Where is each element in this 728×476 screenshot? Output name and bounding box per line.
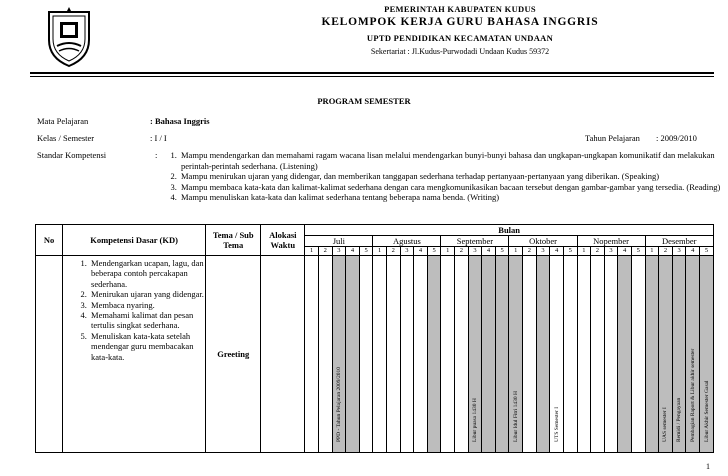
week-number-cell: 4	[686, 247, 700, 256]
kd-item: 3. Membaca nyaring.	[89, 300, 205, 310]
header-unit-name: UPTD PENDIDIKAN KECAMATAN UNDAAN	[366, 33, 554, 43]
competency-standard-item: 3. Mampu membaca kata-kata dan kalimat-kalimat sederhana dengan cara mengkomunikasikan bacaan tersebut dengan gambar-gambar yang tersedia. (Reading)	[179, 182, 727, 193]
schedule-note-wrapper	[659, 256, 672, 452]
schedule-note-text: UTS Semester I	[553, 406, 560, 442]
subject-value: : Bahasa Inggris	[150, 116, 210, 126]
kd-item: 1. Mendengarkan ucapan, lagu, dan beberapa contoh percakapan sederhana.	[89, 258, 205, 289]
week-number-cell: 2	[659, 247, 673, 256]
week-schedule-cell	[373, 256, 387, 453]
schedule-note-text: Pembagian Raport & Libur akhir semester	[689, 348, 696, 442]
week-number-cell: 3	[604, 247, 618, 256]
week-schedule-cell	[563, 256, 577, 453]
schedule-note-wrapper	[469, 256, 482, 452]
schedule-note-cell	[686, 256, 700, 453]
column-kd-header: Kompetensi Dasar (KD)	[63, 225, 206, 256]
week-schedule-cell	[523, 256, 537, 453]
week-number-cell: 1	[441, 247, 455, 256]
week-number-cell: 3	[536, 247, 550, 256]
kd-cell	[63, 256, 206, 453]
column-theme-header: Tema / Sub Tema	[206, 225, 261, 256]
week-schedule-cell	[577, 256, 591, 453]
week-schedule-cell	[591, 256, 605, 453]
schedule-note-wrapper	[333, 256, 346, 452]
week-number-cell: 4	[482, 247, 496, 256]
month-header: September	[441, 236, 509, 247]
week-number-cell: 2	[591, 247, 605, 256]
schedule-note-wrapper	[509, 256, 522, 452]
header-address: Sekertariat : Jl.Kudus-Purwodadi Undaan Kudus 59372	[370, 47, 550, 56]
week-schedule-cell	[495, 256, 509, 453]
month-header: Oktober	[509, 236, 577, 247]
competency-standard-label: Standar Kompetensi	[37, 150, 107, 160]
schedule-note-text: Libur Akhir Semester Gasal	[703, 380, 710, 442]
schedule-note-wrapper	[686, 256, 699, 452]
week-number-cell: 5	[631, 247, 645, 256]
week-number-cell: 4	[618, 247, 632, 256]
schedule-note-text: Remidi / Pengayaan	[676, 397, 683, 442]
schedule-note-cell	[468, 256, 482, 453]
week-number-cell: 2	[386, 247, 400, 256]
schedule-note-cell	[550, 256, 564, 453]
header-government-line: PEMERINTAH KABUPATEN KUDUS	[384, 4, 536, 14]
month-header: Agustus	[373, 236, 441, 247]
month-header: Nopember	[577, 236, 645, 247]
week-number-cell: 3	[672, 247, 686, 256]
week-schedule-cell	[386, 256, 400, 453]
column-no-header: No	[36, 225, 63, 256]
week-schedule-cell	[645, 256, 659, 453]
schedule-note-wrapper	[700, 256, 713, 452]
schedule-note-cell	[659, 256, 673, 453]
competency-standard-item: 1. Mampu mendengarkan dan memahami ragam wacana lisan melalui mendengarkan bunyi-bunyi bahasa dan ungkapan-ungkapan komunikatif dan melakukan perintah-perintah sederhana. (Listening)	[179, 150, 727, 171]
competency-standard-item: 2. Mampu menirukan ujaran yang didengar, dan memberikan tanggapan sederhana terhadap pertanyaan-pertanyaan yang diberikan. (Speaking)	[179, 171, 727, 182]
week-schedule-cell	[427, 256, 441, 453]
competency-standard-colon: :	[155, 150, 158, 160]
kudus-regency-emblem-icon	[45, 6, 93, 68]
week-number-cell: 4	[414, 247, 428, 256]
schedule-note-cell	[700, 256, 714, 453]
competency-standard-item: 4. Mampu menuliskan kata-kata dan kalimat sederhana tentang beberapa nama benda. (Writing)	[179, 192, 727, 203]
schedule-note-cell	[672, 256, 686, 453]
week-number-cell: 1	[373, 247, 387, 256]
schedule-note-text: Libur Idul Fitri 1430 H	[512, 390, 519, 442]
month-header: Desember	[645, 236, 713, 247]
theme-cell: Greeting	[206, 256, 261, 453]
week-number-cell: 3	[400, 247, 414, 256]
subject-label: Mata Pelajaran	[37, 116, 89, 126]
week-number-cell: 3	[468, 247, 482, 256]
week-schedule-cell	[359, 256, 373, 453]
week-schedule-cell	[631, 256, 645, 453]
week-number-cell: 5	[359, 247, 373, 256]
header-organization-name: KELOMPOK KERJA GURU BAHASA INGGRIS	[321, 16, 599, 28]
week-number-cell: 5	[563, 247, 577, 256]
week-schedule-cell	[618, 256, 632, 453]
document-title: PROGRAM SEMESTER	[317, 96, 411, 106]
week-number-cell: 4	[550, 247, 564, 256]
column-time-allocation-header: Alokasi Waktu	[261, 225, 305, 256]
schedule-note-cell	[509, 256, 523, 453]
schedule-note-text: Libur puasa 1430 H	[471, 398, 478, 442]
kd-item: 5. Menuliskan kata-kata setelah mendengar guru membacakan kata-kata.	[89, 331, 205, 362]
week-schedule-cell	[346, 256, 360, 453]
week-schedule-cell	[604, 256, 618, 453]
class-semester-label: Kelas / Semester	[37, 133, 95, 143]
header-divider-thick	[30, 72, 714, 74]
header-divider-thin	[30, 76, 714, 77]
column-month-group-header: Bulan	[305, 225, 714, 236]
school-year-label: Tahun Pelajaran	[585, 133, 640, 143]
schedule-note-wrapper	[550, 256, 563, 452]
week-number-cell: 5	[427, 247, 441, 256]
school-year-value: : 2009/2010	[656, 133, 697, 143]
week-number-cell: 4	[346, 247, 360, 256]
week-schedule-cell	[414, 256, 428, 453]
week-number-cell: 2	[318, 247, 332, 256]
kd-item: 4. Memahami kalimat dan pesan tertulis singkat sederhana.	[89, 310, 205, 331]
competency-standard-list	[165, 150, 727, 203]
week-number-cell: 1	[645, 247, 659, 256]
kd-list	[63, 258, 205, 362]
week-number-cell: 1	[509, 247, 523, 256]
week-number-cell: 3	[332, 247, 346, 256]
row-number-cell	[36, 256, 63, 453]
week-number-cell: 1	[577, 247, 591, 256]
week-schedule-cell	[482, 256, 496, 453]
schedule-note-wrapper	[673, 256, 686, 452]
week-schedule-cell	[305, 256, 319, 453]
week-number-cell: 5	[495, 247, 509, 256]
week-schedule-cell	[441, 256, 455, 453]
week-number-cell: 2	[455, 247, 469, 256]
week-number-cell: 1	[305, 247, 319, 256]
time-allocation-cell	[261, 256, 305, 453]
week-number-cell: 5	[700, 247, 714, 256]
week-schedule-cell	[536, 256, 550, 453]
semester-program-table	[35, 224, 714, 453]
week-schedule-cell	[318, 256, 332, 453]
week-schedule-cell	[400, 256, 414, 453]
page-number: 1	[706, 462, 710, 471]
week-number-cell: 2	[523, 247, 537, 256]
week-schedule-cell	[455, 256, 469, 453]
schedule-note-text: PPD - Tahun Pelajaran 2009/2010	[335, 367, 342, 442]
schedule-note-cell	[332, 256, 346, 453]
class-semester-value: : I / I	[150, 133, 167, 143]
kd-item: 2. Menirukan ujaran yang didengar.	[89, 289, 205, 299]
month-header: Juli	[305, 236, 373, 247]
schedule-note-text: UAS semester I	[662, 407, 669, 442]
